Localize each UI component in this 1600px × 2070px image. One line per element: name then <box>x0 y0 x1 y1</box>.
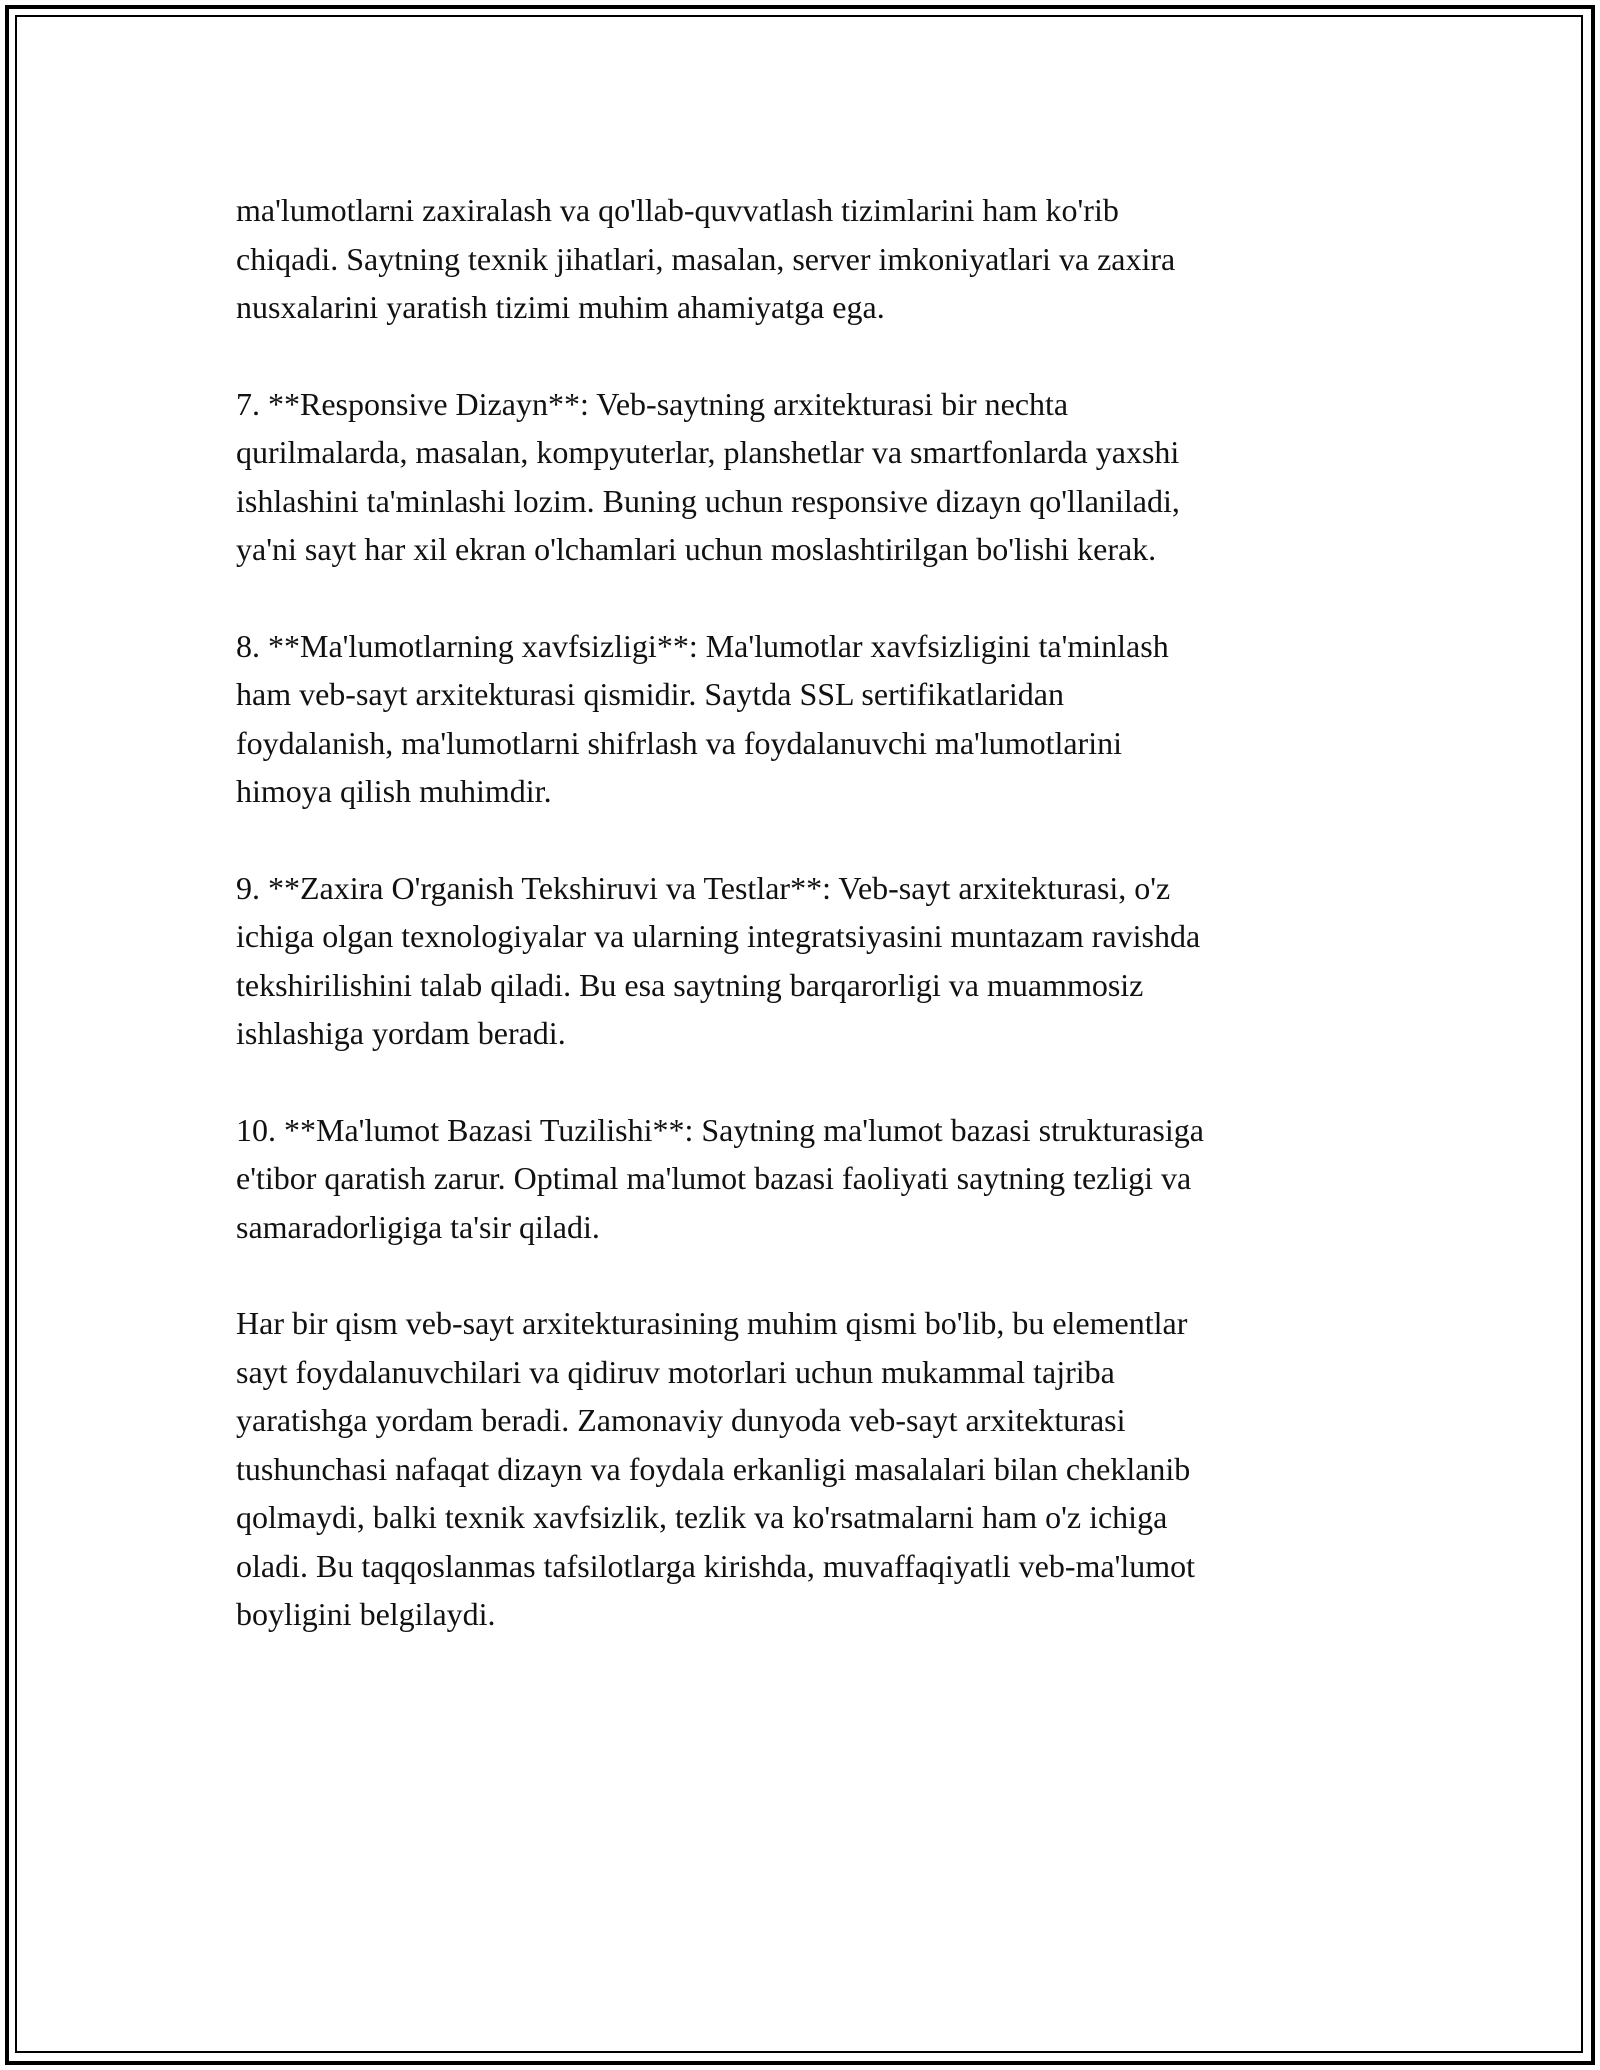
text-line: himoya qilish muhimdir. <box>236 773 552 809</box>
text-line: oladi. Bu taqqoslanmas tafsilotlarga kirishda, muvaffaqiyatli veb-ma'lumot <box>236 1547 1196 1584</box>
paragraph-item-10-database-structure <box>236 1106 1366 1252</box>
text-line: 9. **Zaxira O'rganish Tekshiruvi va Testlar**: Veb-sayt arxitekturasi, o'z <box>236 869 1171 906</box>
text-line: sayt foydalanuvchilari va qidiruv motorlari uchun mukammal tajriba <box>236 1353 1115 1390</box>
text-line: ishlashiga yordam beradi. <box>236 1015 566 1051</box>
text-line: ishlashini ta'minlashi lozim. Buning uchun responsive dizayn qo'llaniladi, <box>236 482 1180 519</box>
paragraph-conclusion <box>236 1299 1366 1639</box>
text-line: 10. **Ma'lumot Bazasi Tuzilishi**: Saytning ma'lumot bazasi strukturasiga <box>236 1111 1204 1148</box>
text-line: 8. **Ma'lumotlarning xavfsizligi**: Ma'lumotlar xavfsizligini ta'minlash <box>236 627 1169 664</box>
text-line: samaradorligiga ta'sir qiladi. <box>236 1208 600 1245</box>
paragraph-backup-continuation <box>236 186 1366 332</box>
text-line: Har bir qism veb-sayt arxitekturasining muhim qismi bo'lib, bu elementlar <box>236 1305 1188 1341</box>
text-line: ya'ni sayt har xil ekran o'lchamlari uchun moslashtirilgan bo'lishi kerak. <box>236 531 1157 567</box>
paragraph-item-7-responsive-design <box>236 380 1366 574</box>
paragraph-item-9-testing <box>236 864 1366 1058</box>
text-line: yaratishga yordam beradi. Zamonaviy dunyoda veb-sayt arxitekturasi <box>236 1402 1126 1438</box>
text-line: e'tibor qaratish zarur. Optimal ma'lumot bazasi faoliyati saytning tezligi va <box>236 1160 1192 1196</box>
paragraph-item-8-data-security <box>236 622 1366 816</box>
text-line: 7. **Responsive Dizayn**: Veb-saytning arxitekturasi bir nechta <box>236 385 1069 422</box>
document-body <box>236 186 1366 1687</box>
text-line: boyligini belgilaydi. <box>236 1596 496 1632</box>
text-line: tekshirilishini talab qiladi. Bu esa saytning barqarorligi va muammosiz <box>236 966 1144 1003</box>
text-line: chiqadi. Saytning texnik jihatlari, masalan, server imkoniyatlari va zaxira <box>236 240 1176 277</box>
text-line: foydalanish, ma'lumotlarni shifrlash va foydalanuvchi ma'lumotlarini <box>236 724 1122 761</box>
text-line: ichiga olgan texnologiyalar va ularning integratsiyasini muntazam ravishda <box>236 918 1201 954</box>
text-line: qolmaydi, balki texnik xavfsizlik, tezlik va ko'rsatmalarni ham o'z ichiga <box>236 1499 1168 1535</box>
text-line: ham veb-sayt arxitekturasi qismidir. Saytda SSL sertifikatlaridan <box>236 676 1064 712</box>
text-line: tushunchasi nafaqat dizayn va foydala erkanligi masalalari bilan cheklanib <box>236 1450 1191 1487</box>
text-line: qurilmalarda, masalan, kompyuterlar, planshetlar va smartfonlarda yaxshi <box>236 434 1180 470</box>
text-line: ma'lumotlarni zaxiralash va qo'llab-quvvatlash tizimlarini ham ko'rib <box>236 192 1119 228</box>
text-line: nusxalarini yaratish tizimi muhim ahamiyatga ega. <box>236 289 885 325</box>
